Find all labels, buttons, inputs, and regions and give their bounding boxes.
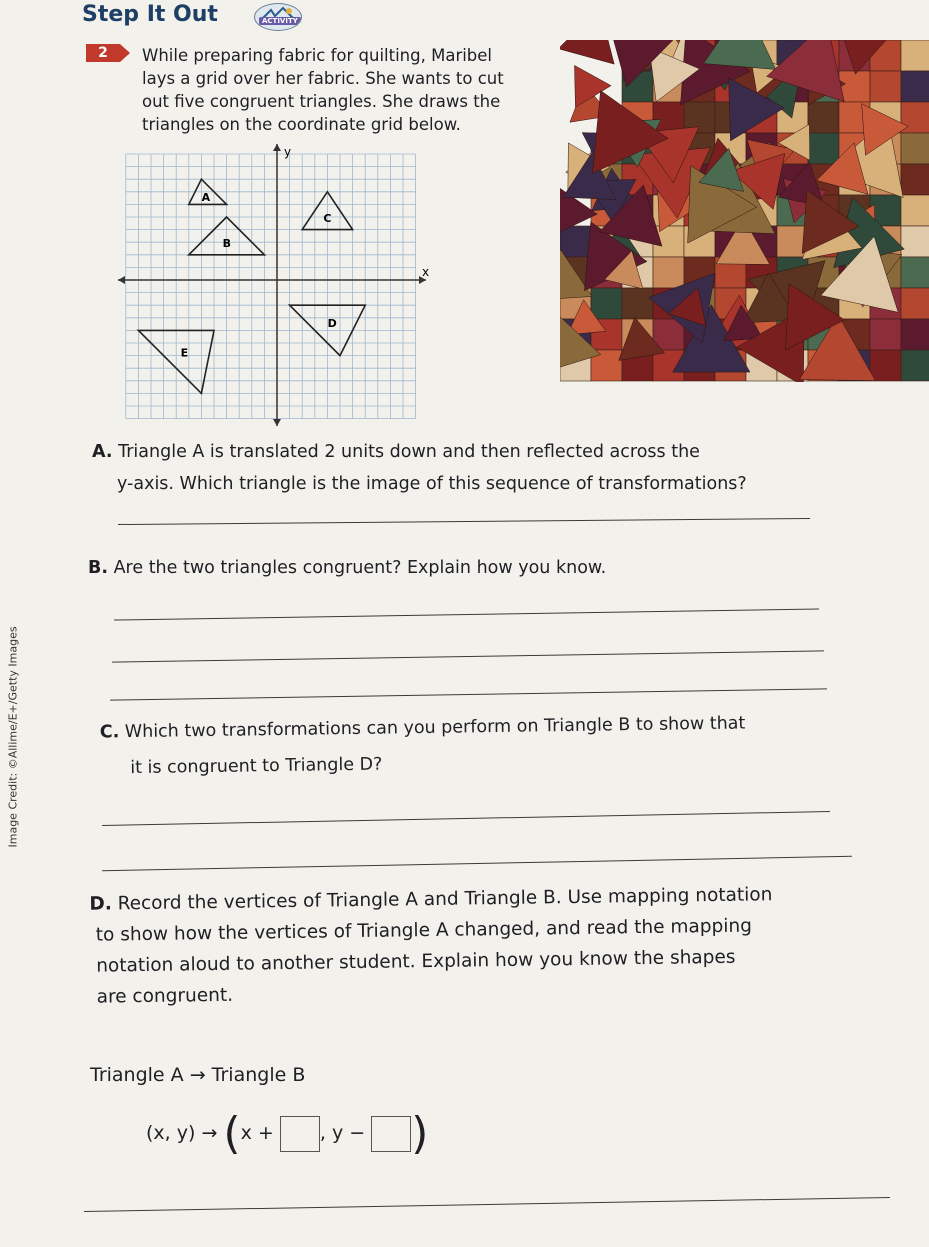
question-d-text: Record the vertices of Triangle A and Triangle B. Use mapping notation <box>117 884 773 915</box>
intro-line: lays a grid over her fabric. She wants to cut <box>142 69 504 88</box>
y-axis-arrow-up <box>273 144 281 151</box>
y-shift-answer-box[interactable] <box>371 1116 411 1152</box>
question-c-text: Which two transformations can you perform on Triangle B to show that <box>124 713 746 743</box>
answer-line[interactable] <box>102 811 830 826</box>
problem-intro <box>142 44 532 136</box>
quilt-image <box>560 40 929 382</box>
activity-badge <box>254 3 300 29</box>
mapping-from-label: Triangle A <box>90 1064 184 1086</box>
question-d-text: notation aloud to another student. Explain how you know the shapes <box>96 946 736 977</box>
answer-line[interactable] <box>114 608 819 620</box>
intro-line: out five congruent triangles. She draws the <box>142 92 501 111</box>
coordinate-grid-svg <box>112 140 442 435</box>
badge-arrow <box>120 44 130 62</box>
problem-number-badge <box>86 44 134 62</box>
question-a-label: A. <box>92 442 113 462</box>
answer-line[interactable] <box>110 688 827 700</box>
intro-line: While preparing fabric for quilting, Maribel <box>142 46 493 65</box>
question-d-text: are congruent. <box>96 984 234 1008</box>
answer-line[interactable] <box>112 650 824 662</box>
question-c-label: C. <box>99 722 120 743</box>
question-d-label: D. <box>89 893 112 915</box>
x-axis-arrow-left <box>118 276 125 284</box>
problem-number: 2 <box>86 44 120 62</box>
question-a-text: Triangle A is translated 2 units down and then reflected across the <box>118 442 700 462</box>
question-d-text: to show how the vertices of Triangle A changed, and read the mapping <box>95 915 753 946</box>
intro-line: triangles on the coordinate grid below. <box>142 115 461 134</box>
triangle-b-label: B <box>222 237 231 251</box>
triangle-d-label: D <box>327 317 337 330</box>
arrow-icon: → <box>201 1122 218 1144</box>
x-axis-label: x <box>422 265 430 279</box>
triangle-c-label: C <box>323 212 332 225</box>
mapping-heading <box>90 1064 305 1086</box>
activity-icon <box>254 3 302 31</box>
image-credit <box>2 580 20 850</box>
section-title: Step It Out <box>82 2 218 27</box>
question-c <box>100 707 746 784</box>
close-paren: ) <box>411 1108 429 1159</box>
answer-line[interactable] <box>102 856 852 871</box>
triangle-e-label: E <box>180 346 189 360</box>
mapping-y-part: y − <box>331 1122 366 1144</box>
credit-text: Image Credit: ©Allime/E+/Getty Images <box>6 626 20 848</box>
grid-lines <box>126 154 416 419</box>
mapping-rule: (x, y) → (x + , y − ) <box>146 1108 429 1159</box>
mapping-to-label: Triangle B <box>211 1064 306 1086</box>
question-b <box>88 552 606 584</box>
open-paren: ( <box>223 1108 241 1159</box>
y-axis-label: y <box>284 145 292 159</box>
question-b-label: B. <box>88 558 108 578</box>
axes <box>118 144 426 426</box>
coordinate-grid <box>112 140 442 435</box>
question-a <box>92 436 747 500</box>
answer-line[interactable] <box>84 1197 890 1212</box>
question-d <box>89 879 774 1013</box>
x-shift-answer-box[interactable] <box>280 1116 320 1152</box>
question-b-text: Are the two triangles congruent? Explain how you know. <box>113 558 607 578</box>
quilt-photo <box>560 40 929 382</box>
activity-badge-label: ACTIVITY <box>259 17 301 25</box>
mapping-input: (x, y) <box>146 1122 196 1144</box>
triangle-a-label: A <box>201 191 211 204</box>
answer-line[interactable] <box>118 518 810 525</box>
question-a-text: y-axis. Which triangle is the image of this sequence of transformations? <box>117 474 747 494</box>
question-c-text: it is congruent to Triangle D? <box>130 754 383 779</box>
arrow-icon: → <box>189 1064 206 1086</box>
y-axis-arrow-down <box>273 419 281 426</box>
mapping-x-part: x + <box>240 1122 274 1144</box>
